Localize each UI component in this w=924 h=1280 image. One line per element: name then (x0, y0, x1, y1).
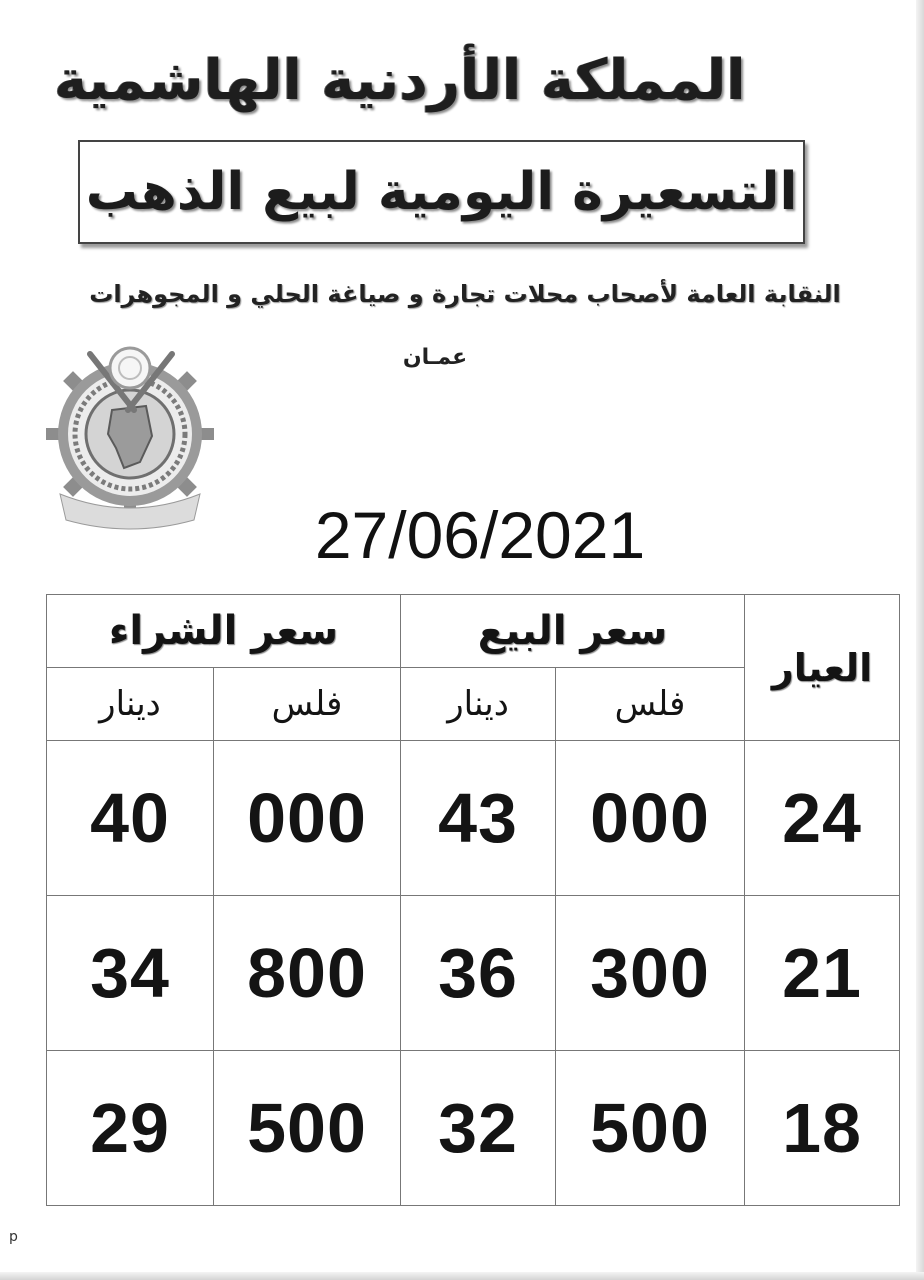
buy-dinar-header: دينار (47, 668, 214, 741)
table-row (47, 896, 900, 1051)
sale-dinar-header: دينار (401, 668, 556, 741)
sale-fils-value: 300 (556, 896, 745, 1051)
page-right-edge (916, 0, 924, 1280)
sale-fils-value: 000 (556, 741, 745, 896)
table-row (47, 1051, 900, 1206)
gold-price-table (46, 594, 900, 1206)
sale-fils-header: فلس (556, 668, 745, 741)
buy-fils-value: 000 (214, 741, 401, 896)
karat-value: 18 (745, 1051, 900, 1206)
sale-fils-value: 500 (556, 1051, 745, 1206)
jewelers-union-emblem-icon (42, 344, 218, 536)
table-row (47, 741, 900, 896)
buy-price-header: سعر الشراء (47, 595, 401, 668)
corner-mark: p (9, 1229, 18, 1245)
page-bottom-edge (0, 1272, 924, 1280)
buy-fils-header: فلس (214, 668, 401, 741)
kingdom-heading: المملكة الأردنية الهاشمية (54, 48, 746, 113)
group-header-row (47, 595, 900, 668)
sale-dinar-value: 43 (401, 741, 556, 896)
buy-dinar-value: 29 (47, 1051, 214, 1206)
buy-dinar-value: 34 (47, 896, 214, 1051)
document-title: التسعيرة اليومية لبيع الذهب (85, 162, 798, 222)
karat-value: 24 (745, 741, 900, 896)
karat-header: العيار (745, 595, 900, 741)
price-date: 27/06/2021 (314, 498, 646, 572)
karat-value: 21 (745, 896, 900, 1051)
title-box (78, 140, 805, 244)
city-name: عمـان (402, 345, 468, 370)
buy-fils-value: 500 (214, 1051, 401, 1206)
sale-dinar-value: 32 (401, 1051, 556, 1206)
union-name: النقابة العامة لأصحاب محلات تجارة و صياغة الحلي و المجوهرات (89, 280, 841, 308)
buy-fils-value: 800 (214, 896, 401, 1051)
buy-dinar-value: 40 (47, 741, 214, 896)
sale-dinar-value: 36 (401, 896, 556, 1051)
sale-price-header: سعر البيع (401, 595, 745, 668)
